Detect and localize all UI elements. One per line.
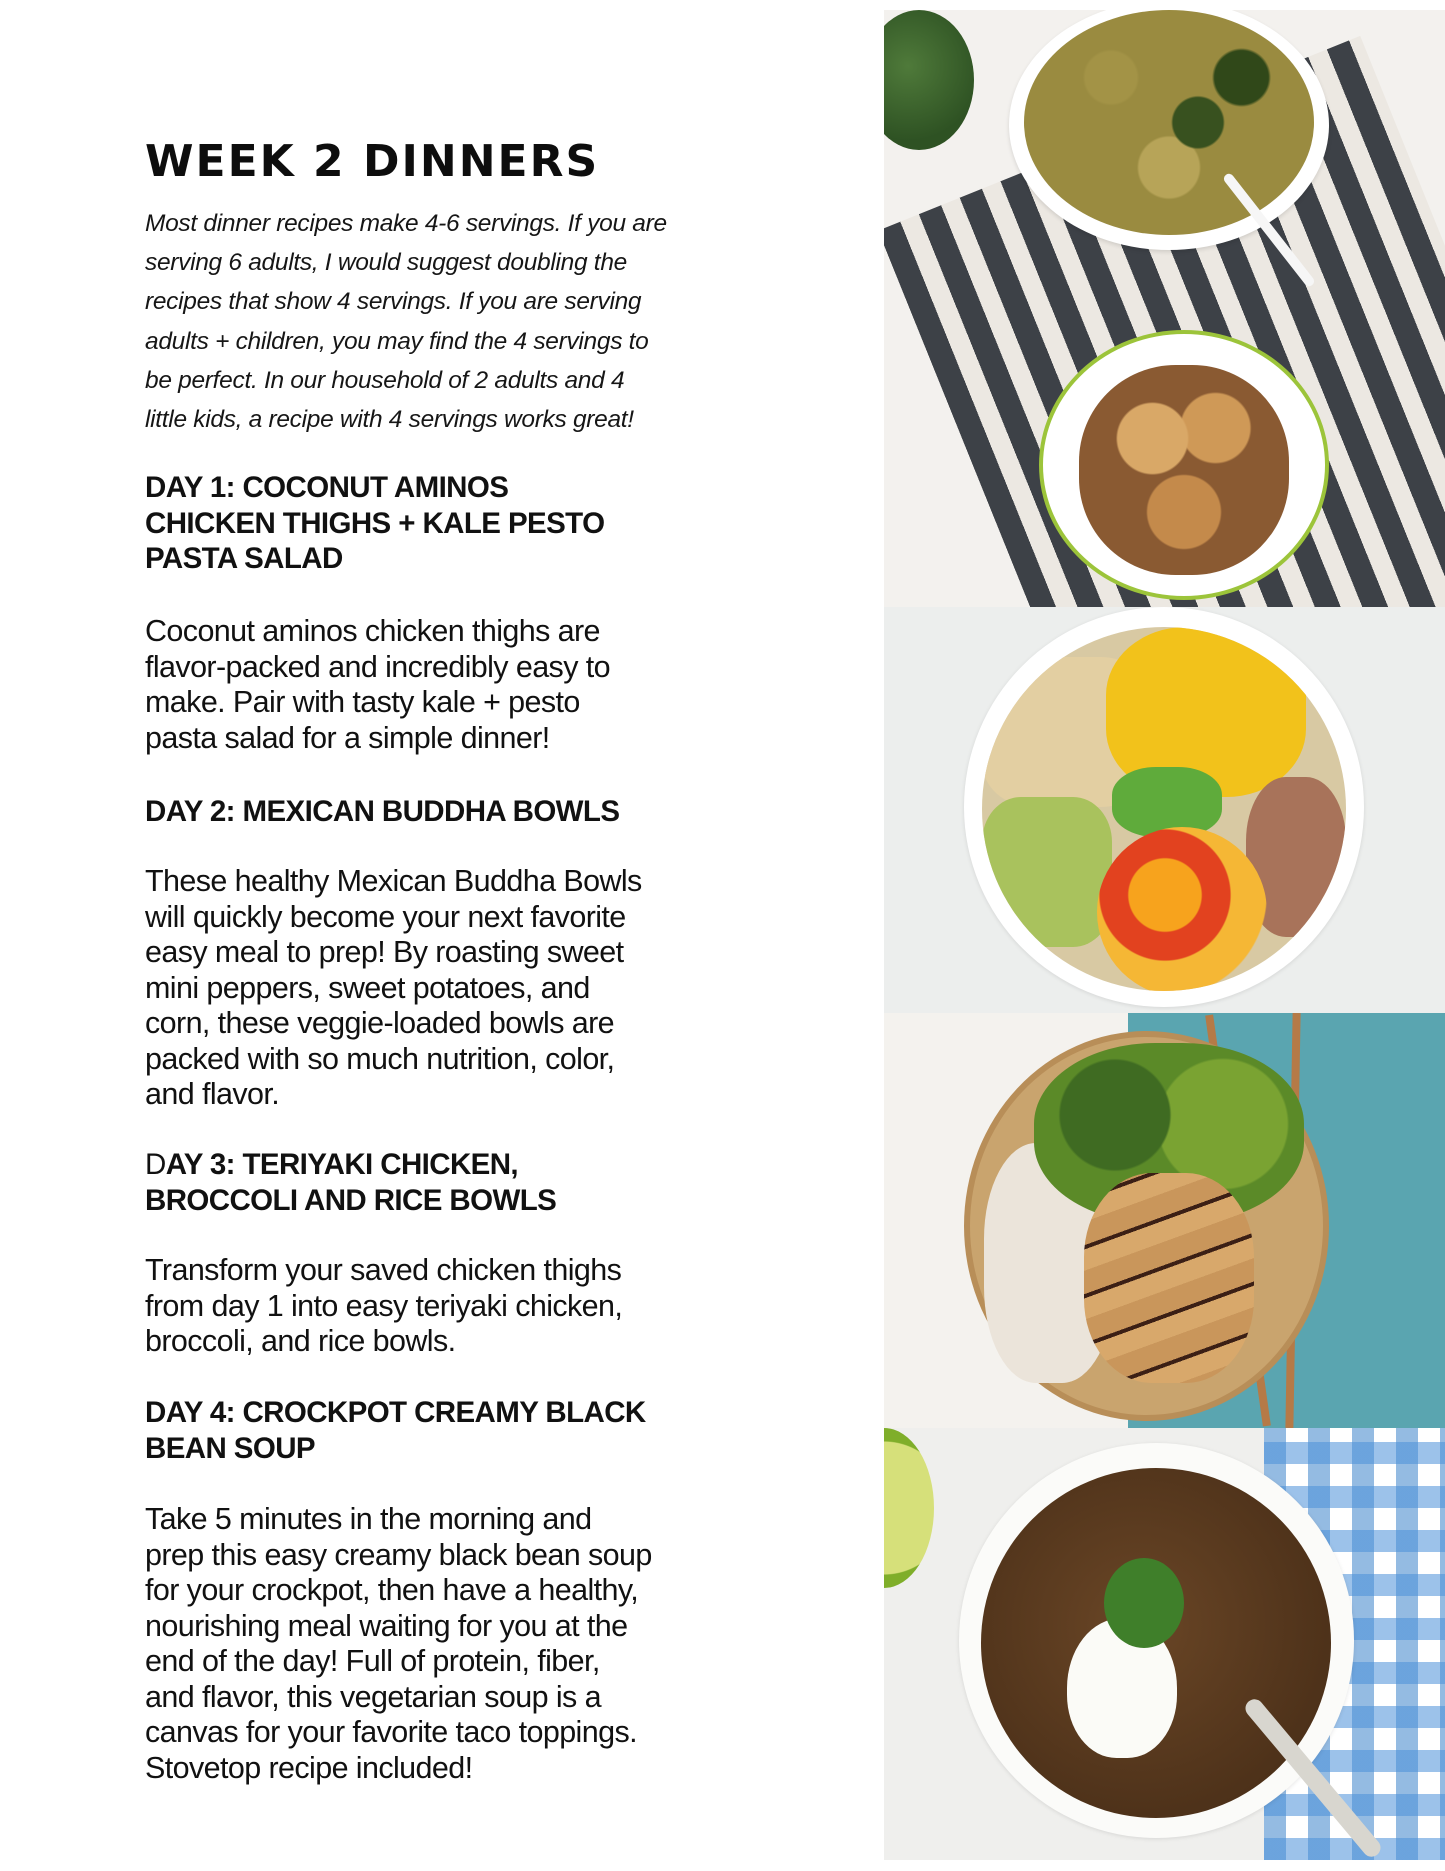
heading-first-letter: D	[145, 1148, 166, 1181]
bowl-contents	[982, 627, 1346, 991]
intro-line: little kids, a recipe with 4 servings works great!	[145, 406, 634, 434]
green-onions	[1112, 767, 1222, 837]
day-1-heading	[145, 470, 725, 577]
description-line: for your crockpot, then have a healthy,	[145, 1573, 639, 1607]
kale-leaf	[884, 10, 974, 150]
description-line: Take 5 minutes in the morning and	[145, 1502, 592, 1536]
intro-line: adults + children, you may find the 4 servings to	[145, 327, 649, 355]
day-3-heading	[145, 1147, 725, 1218]
description-line: flavor-packed and incredibly easy to	[145, 649, 610, 684]
day-1-description	[145, 614, 725, 756]
day-3-description	[145, 1253, 725, 1360]
description-line: from day 1 into easy teriyaki chicken,	[145, 1288, 623, 1323]
description-line: prep this easy creamy black bean soup	[145, 1537, 652, 1572]
intro-line: recipes that show 4 servings. If you are serving	[145, 288, 642, 316]
photo-buddha-bowl	[884, 607, 1445, 1013]
description-line: nourishing meal waiting for you at the	[145, 1608, 628, 1643]
description-line: and flavor, this vegetarian soup is a	[145, 1679, 601, 1714]
description-line: canvas for your favorite taco toppings.	[145, 1715, 637, 1749]
photo-pasta-chicken	[884, 10, 1445, 607]
chicken-thighs	[1079, 365, 1289, 575]
description-line: end of the day! Full of protein, fiber,	[145, 1644, 600, 1678]
day-4-description	[145, 1502, 725, 1786]
description-line: make. Pair with tasty kale + pesto	[145, 685, 580, 719]
heading-line: DAY 4: CROCKPOT CREAMY BLACK	[145, 1396, 646, 1429]
heading-line: DAY 1: COCONUT AMINOS	[145, 471, 509, 504]
intro-line: Most dinner recipes make 4-6 servings. If you are	[145, 210, 667, 237]
description-line: These healthy Mexican Buddha Bowls	[145, 864, 642, 898]
pasta-salad	[1024, 10, 1314, 235]
day-4-heading	[145, 1395, 725, 1466]
page-title: WEEK 2 DINNERS	[145, 136, 600, 187]
day-2-heading	[145, 794, 725, 830]
cilantro	[1104, 1558, 1184, 1648]
description-line: Transform your saved chicken thighs	[145, 1253, 622, 1287]
photo-column	[884, 10, 1445, 1860]
description-line: broccoli, and rice bowls.	[145, 1324, 456, 1358]
photo-black-bean-soup	[884, 1428, 1445, 1860]
heading-line: DAY 2: MEXICAN BUDDHA BOWLS	[145, 795, 620, 828]
description-line: mini peppers, sweet potatoes, and	[145, 970, 590, 1005]
teriyaki-chicken	[1084, 1173, 1254, 1383]
lime-half	[884, 1428, 934, 1588]
heading-line-rest: AY 3: TERIYAKI CHICKEN,	[165, 1148, 519, 1181]
heading-line: CHICKEN THIGHS + KALE PESTO	[145, 506, 605, 540]
avocado	[982, 797, 1112, 947]
description-line: will quickly become your next favorite	[145, 899, 626, 934]
description-line: Stovetop recipe included!	[145, 1750, 473, 1785]
day-2-description	[145, 864, 725, 1113]
description-line: packed with so much nutrition, color,	[145, 1041, 615, 1076]
description-line: corn, these veggie-loaded bowls are	[145, 1006, 614, 1040]
heading-line: BROCCOLI AND RICE BOWLS	[145, 1183, 557, 1217]
description-line: and flavor.	[145, 1077, 280, 1111]
intro-paragraph	[145, 204, 725, 439]
description-line: pasta salad for a simple dinner!	[145, 720, 550, 755]
intro-line: be perfect. In our household of 2 adults and 4	[145, 366, 625, 394]
heading-line: PASTA SALAD	[145, 542, 343, 575]
description-line: easy meal to prep! By roasting sweet	[145, 935, 624, 969]
heading-line: BEAN SOUP	[145, 1431, 315, 1465]
mini-peppers	[1097, 827, 1267, 991]
description-line: Coconut aminos chicken thighs are	[145, 614, 600, 648]
intro-line: serving 6 adults, I would suggest doubling the	[145, 249, 627, 277]
heading-line	[145, 1147, 725, 1183]
photo-teriyaki-bowl	[884, 1013, 1445, 1428]
